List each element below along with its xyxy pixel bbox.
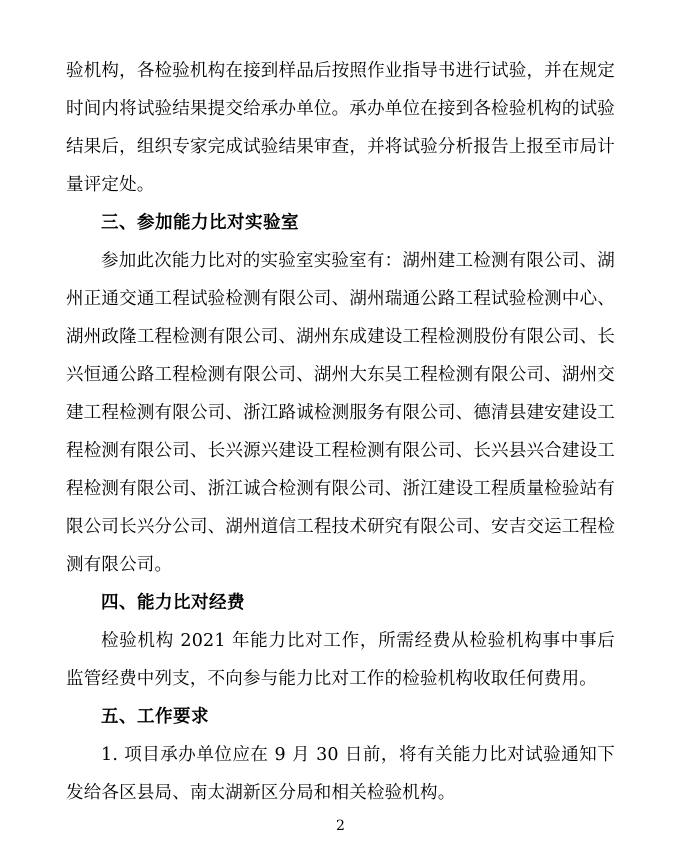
page-number: 2 — [336, 818, 345, 834]
section-heading-four: 四、能力比对经费 — [101, 593, 245, 613]
section-heading-three: 三、参加能力比对实验室 — [101, 213, 299, 233]
paragraph-work-requirements: 1. 项目承办单位应在 9 月 30 日前，将有关能力比对试验通知下发给各区县局、南太湖新区分局和相关检验机构。 — [66, 745, 615, 803]
section-heading-five: 五、工作要求 — [101, 707, 209, 727]
paragraph-continuation: 验机构，各检验机构在接到样品后按照作业指导书进行试验，并在规定时间内将试验结果提交给承办单位。承办单位在接到各检验机构的试验结果后，组织专家完成试验结果审查，并将试验分析报告上报至市局计量评定处。 — [66, 61, 615, 195]
paragraph-participating-labs: 参加此次能力比对的实验室实验室有：湖州建工检测有限公司、湖州正通交通工程试验检测有限公司、湖州瑞通公路工程试验检测中心、湖州政隆工程检测有限公司、湖州东成建设工程检测股份有限公司、长兴恒通公路工程检测有限公司、湖州大东吴工程检测有限公司、湖州交建工程检测有限公司、浙江路诚检测服务有限公司、德清县建安建设工程检测有限公司、长兴源兴建设工程检测有限公司、长兴县兴合建设工程检测有限公司、浙江诚合检测有限公司、浙江建设工程质量检验站有限公司长兴分公司、湖州道信工程技术研究有限公司、安吉交运工程检测有限公司。 — [66, 251, 615, 575]
document-body — [66, 52, 615, 812]
paragraph-funding: 检验机构 2021 年能力比对工作，所需经费从检验机构事中事后监管经费中列支，不向参与能力比对工作的检验机构收取任何费用。 — [66, 631, 615, 689]
